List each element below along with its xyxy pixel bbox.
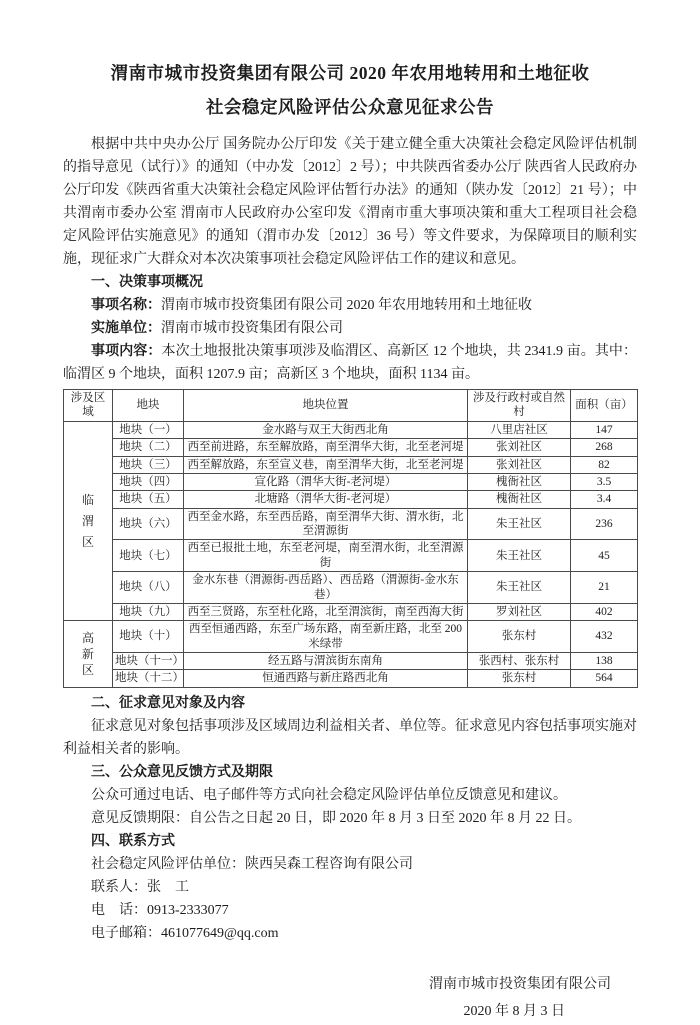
area-cell: 3.4	[571, 491, 638, 508]
plot-cell: 地块（十二）	[113, 670, 184, 687]
email-line: 电子邮箱：461077649@qq.com	[91, 925, 279, 941]
area-cell: 564	[571, 670, 638, 687]
header-area: 面积（亩）	[571, 390, 638, 422]
location-cell: 西至前进路，东至解放路，南至渭华大街，北至老河堤	[184, 439, 468, 456]
header-plot: 地块	[113, 390, 184, 422]
feedback-deadline-line: 意见反馈期限：自公告之日起 20 日，即 2020 年 8 月 3 日至 2020 年 8 月 22 日。	[91, 810, 581, 826]
village-cell: 张东村	[468, 621, 571, 653]
area-cell: 268	[571, 439, 638, 456]
area-cell: 432	[571, 621, 638, 653]
feedback-method-line: 公众可通过电话、电子邮件等方式向社会稳定风险评估单位反馈意见和建议。	[91, 787, 567, 803]
location-cell: 恒通西路与新庄路西北角	[184, 670, 468, 687]
area-cell: 147	[571, 421, 638, 438]
village-cell: 槐衙社区	[468, 473, 571, 490]
area-cell: 236	[571, 508, 638, 540]
plot-cell: 地块（一）	[113, 421, 184, 438]
signature-org: 渭南市城市投资集团有限公司	[429, 976, 611, 992]
location-cell: 宣化路（渭华大街-老河堤）	[184, 473, 468, 490]
location-cell: 经五路与渭滨街东南角	[184, 653, 468, 670]
section3-heading: 三、公众意见反馈方式及期限	[91, 764, 273, 780]
implement-unit-value: 渭南市城市投资集团有限公司	[161, 321, 343, 336]
contact-person-line: 联系人：张 工	[91, 879, 189, 895]
plot-cell: 地块（九）	[113, 603, 184, 620]
phone-line: 电 话：0913-2333077	[91, 902, 229, 918]
location-cell: 西至已报批土地，东至老河堤，南至渭水街，北至渭源街	[184, 540, 468, 572]
region-label: 临渭区	[82, 492, 95, 549]
item-name-line	[63, 294, 637, 317]
page-title	[63, 56, 637, 124]
area-cell: 21	[571, 572, 638, 604]
table-row	[64, 439, 638, 456]
village-cell: 八里店社区	[468, 421, 571, 438]
header-region: 涉及区域	[64, 390, 113, 422]
plot-cell: 地块（二）	[113, 439, 184, 456]
plot-cell: 地块（六）	[113, 508, 184, 540]
area-cell: 402	[571, 603, 638, 620]
title-line-1: 渭南市城市投资集团有限公司 2020 年农用地转用和土地征收	[110, 63, 590, 83]
plot-cell: 地块（五）	[113, 491, 184, 508]
region-cell-linwei	[64, 421, 113, 621]
area-cell: 138	[571, 653, 638, 670]
village-cell: 朱王社区	[468, 540, 571, 572]
item-content-label: 事项内容：	[91, 344, 162, 359]
village-cell: 罗刘社区	[468, 603, 571, 620]
table-header-row	[64, 390, 638, 422]
item-content-line	[63, 340, 637, 386]
village-cell: 朱王社区	[468, 508, 571, 540]
section2-heading: 二、征求意见对象及内容	[91, 695, 245, 711]
plots-table	[63, 389, 638, 688]
item-name-value: 渭南市城市投资集团有限公司 2020 年农用地转用和土地征收	[161, 298, 532, 313]
village-cell: 张刘社区	[468, 456, 571, 473]
location-cell: 西至金水路，东至西岳路，南至渭华大街、渭水街，北至渭源街	[184, 508, 468, 540]
table-row	[64, 421, 638, 438]
plot-cell: 地块（四）	[113, 473, 184, 490]
region-cell-gaoxin	[64, 621, 113, 688]
item-name-label: 事项名称：	[91, 298, 161, 313]
intro-paragraph: 根据中共中央办公厅 国务院办公厅印发《关于建立健全重大决策社会稳定风险评估机制的指导意见（试行）》的通知（中办发〔2012〕2 号）；中共陕西省委办公厅 陕西省人民政府办公厅印发《陕西省重大决策社会稳定风险评估暂行办法》的通知（陕办发〔2012〕21 号）；中共渭南市委办公室 渭南市人民政府办公室印发《渭南市重大事项决策和重大工程项目社会稳定风险评估实施意见》的通知（渭市办发〔2012〕36 号）等文件要求，为保障项目的顺利实施，现征求广大群众对本次决策事项社会稳定风险评估工作的建议和意见。	[63, 137, 637, 267]
table-row	[64, 491, 638, 508]
location-cell: 金水路与双王大街西北角	[184, 421, 468, 438]
area-cell: 45	[571, 540, 638, 572]
location-cell: 西至恒通西路，东至广场东路，南至新庄路，北至 200 米绿带	[184, 621, 468, 653]
header-village: 涉及行政村或自然村	[468, 390, 571, 422]
table-row	[64, 540, 638, 572]
table-row	[64, 473, 638, 490]
location-cell: 西至三贤路，东至杜化路，北至渭滨街，南至西海大街	[184, 603, 468, 620]
table-row	[64, 572, 638, 604]
location-cell: 金水东巷（渭源街-西岳路）、西岳路（渭源街-金水东巷）	[184, 572, 468, 604]
table-row	[64, 603, 638, 620]
table-row	[64, 456, 638, 473]
implement-unit-line	[63, 317, 637, 340]
plot-cell: 地块（三）	[113, 456, 184, 473]
section1-heading: 一、决策事项概况	[91, 275, 203, 290]
region-label: 高新区	[82, 631, 95, 677]
table-row	[64, 653, 638, 670]
plot-cell: 地块（七）	[113, 540, 184, 572]
village-cell: 朱王社区	[468, 572, 571, 604]
header-location: 地块位置	[184, 390, 468, 422]
section4-heading: 四、联系方式	[91, 833, 175, 849]
title-line-2: 社会稳定风险评估公众意见征求公告	[206, 97, 494, 117]
section2-body: 征求意见对象包括事项涉及区域周边利益相关者、单位等。征求意见内容包括事项实施对利益相关者的影响。	[63, 718, 637, 757]
village-cell: 张西村、张东村	[468, 653, 571, 670]
table-row	[64, 621, 638, 653]
signature-date: 2020 年 8 月 3 日	[463, 1003, 565, 1019]
village-cell: 张东村	[468, 670, 571, 687]
implement-unit-label: 实施单位：	[91, 321, 161, 336]
table-row	[64, 508, 638, 540]
location-cell: 西至解放路，东至宣义巷，南至渭华大街，北至老河堤	[184, 456, 468, 473]
assessor-line: 社会稳定风险评估单位：陕西吴森工程咨询有限公司	[91, 856, 413, 872]
table-row	[64, 670, 638, 687]
area-cell: 3.5	[571, 473, 638, 490]
plot-cell: 地块（十一）	[113, 653, 184, 670]
item-content-value: 本次土地报批决策事项涉及临渭区、高新区 12 个地块，共 2341.9 亩。其中：临渭区 9 个地块，面积 1207.9 亩；高新区 3 个地块，面积 1134 亩。	[63, 344, 638, 382]
village-cell: 张刘社区	[468, 439, 571, 456]
plot-cell: 地块（十）	[113, 621, 184, 653]
plot-cell: 地块（八）	[113, 572, 184, 604]
village-cell: 槐衙社区	[468, 491, 571, 508]
area-cell: 82	[571, 456, 638, 473]
location-cell: 北塘路（渭华大街-老河堤）	[184, 491, 468, 508]
signature-block	[63, 971, 637, 1025]
